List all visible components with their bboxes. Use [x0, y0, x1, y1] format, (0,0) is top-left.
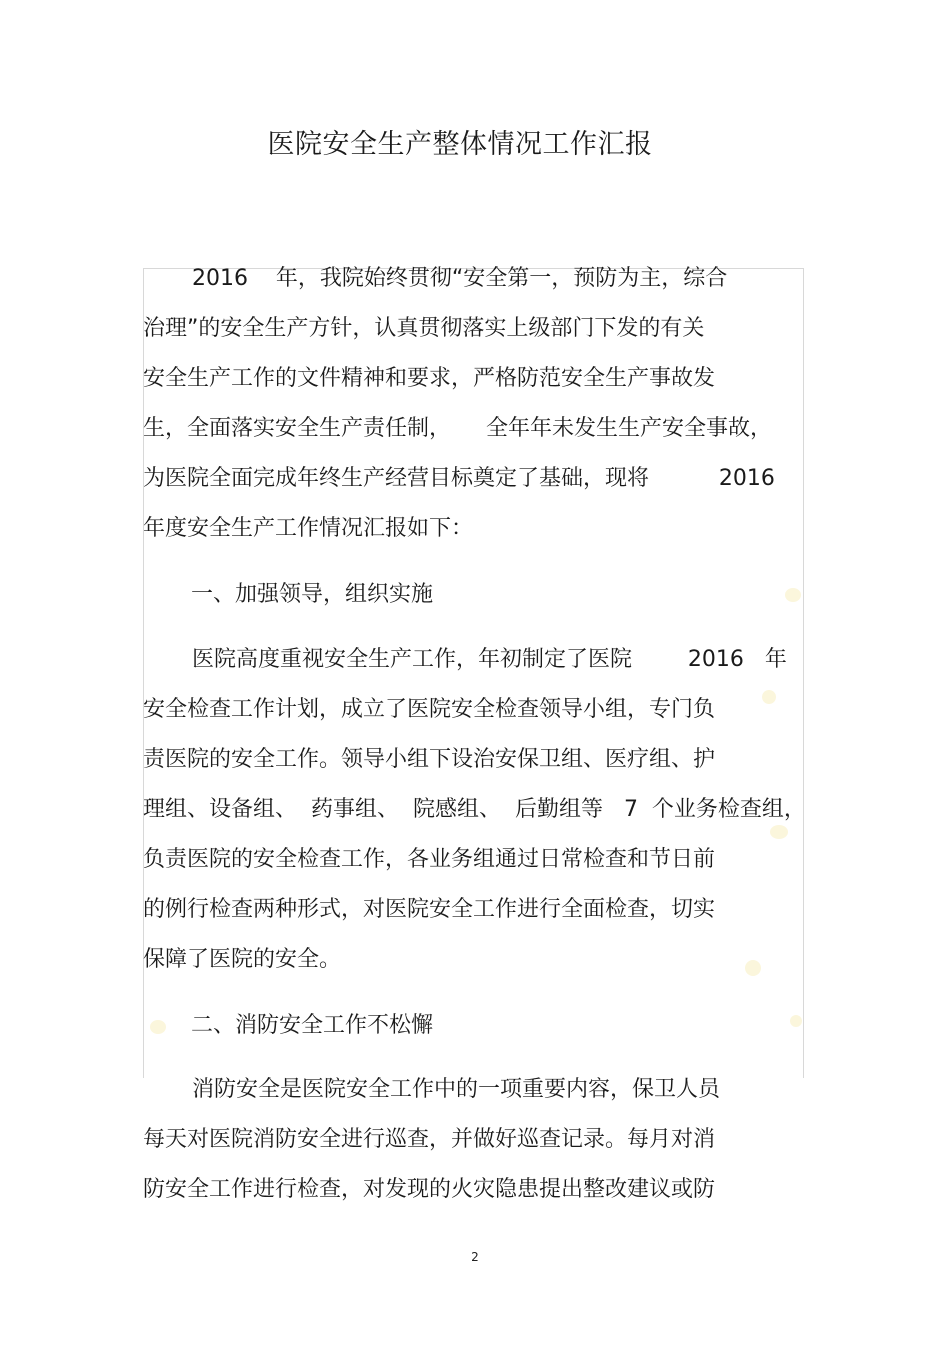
paragraph-line: 理组、设备组、 药事组、 院感组、 后勤组等 7 个业务检查组，	[143, 797, 806, 822]
section-heading: 一、加强领导，组织实施	[191, 582, 434, 607]
watermark-dot	[770, 825, 788, 839]
paragraph-line: 治理”的安全生产方针，认真贯彻落实上级部门下发的有关	[143, 316, 705, 341]
paragraph-line: 的例行检查两种形式，对医院安全工作进行全面检查，切实	[143, 897, 716, 922]
paragraph-line: 安全生产工作的文件精神和要求，严格防范安全生产事故发	[143, 366, 716, 391]
paragraph-line: 医院高度重视安全生产工作，年初制定了医院 2016 年	[143, 647, 787, 672]
paragraph-line: 为医院全面完成年终生产经营目标奠定了基础，现将 2016	[143, 466, 775, 491]
paragraph-line: 安全检查工作计划，成立了医院安全检查领导小组，专门负	[143, 697, 716, 722]
paragraph-line: 负责医院的安全检查工作，各业务组通过日常检查和节日前	[143, 847, 716, 872]
paragraph-line: 责医院的安全工作。领导小组下设治安保卫组、医疗组、护	[143, 747, 716, 772]
paragraph-line: 防安全工作进行检查，对发现的火灾隐患提出整改建议或防	[143, 1177, 716, 1202]
paragraph-line: 年度安全生产工作情况汇报如下：	[143, 516, 474, 541]
document-title: 医院安全生产整体情况工作汇报	[267, 129, 653, 160]
page-number: 2	[471, 1250, 479, 1264]
watermark-dot	[790, 1015, 802, 1027]
paragraph-line: 每天对医院消防安全进行巡查，并做好巡查记录。每月对消	[143, 1127, 716, 1152]
paragraph-line: 消防安全是医院安全工作中的一项重要内容，保卫人员	[143, 1077, 720, 1102]
paragraph-line: 2016 年，我院始终贯彻“安全第一，预防为主，综合	[143, 266, 728, 291]
section-heading: 二、消防安全工作不松懈	[191, 1013, 434, 1038]
paragraph-line: 保障了医院的安全。	[143, 947, 342, 972]
paragraph-line: 生，全面落实安全生产责任制， 全年年未发生生产安全事故，	[143, 416, 772, 441]
watermark-dot	[150, 1020, 166, 1034]
